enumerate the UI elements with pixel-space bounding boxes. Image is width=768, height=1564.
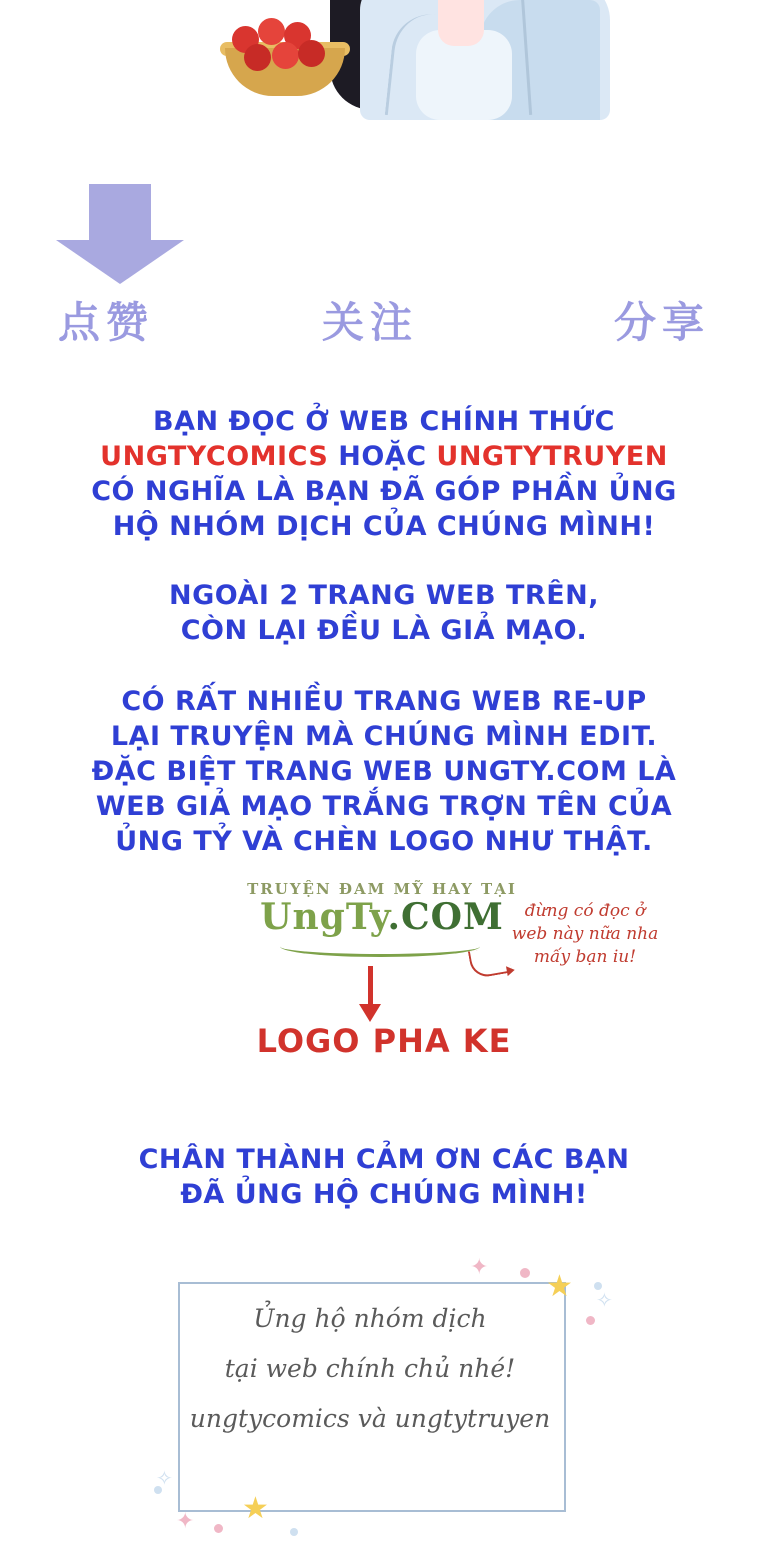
fruit-icon — [244, 44, 271, 71]
notice-line: ỦNG TỶ VÀ CHÈN LOGO NHƯ THẬT. — [115, 826, 653, 857]
fake-logo-tagline: TRUYỆN ĐAM MỸ HAY TẠI — [247, 880, 517, 898]
note-line: mấy bạn iu! — [533, 947, 637, 967]
notice-block-fake-warning — [0, 578, 768, 648]
notice-line: WEB GIẢ MẠO TRẮNG TRỢN TÊN CỦA — [95, 791, 673, 822]
follow-label[interactable]: 关注 — [322, 298, 419, 347]
star-icon: ★ — [546, 1270, 573, 1303]
hand — [438, 0, 484, 46]
handwritten-warning-note — [500, 900, 670, 969]
fake-logo-name-part1: UngTy — [260, 896, 388, 938]
star-icon: ✦ — [470, 1254, 489, 1279]
conjunction: HOẶC — [328, 441, 437, 472]
notice-line-with-sites — [0, 439, 768, 474]
fake-logo-name-part2: .COM — [387, 896, 504, 938]
support-line-2: tại web chính chủ nhé! — [224, 1354, 516, 1383]
arrow-shaft — [89, 184, 151, 242]
notice-block-thanks — [0, 1142, 768, 1212]
decor-dot — [586, 1316, 595, 1325]
fruit-icon — [258, 18, 285, 45]
fruit-icon — [298, 40, 325, 67]
notice-line: HỘ NHÓM DỊCH CỦA CHÚNG MÌNH! — [112, 511, 656, 542]
call-to-action-row — [0, 290, 768, 356]
notice-line: CÓ NGHĨA LÀ BẠN ĐÃ GÓP PHẦN ỦNG — [91, 476, 677, 507]
notice-line: CÓ RẤT NHIỀU TRANG WEB RE-UP — [121, 686, 647, 717]
note-line: web này nữa nha — [511, 924, 659, 944]
notice-line: NGOÀI 2 TRANG WEB TRÊN, — [169, 580, 599, 611]
notice-line: ĐẶC BIỆT TRANG WEB UNGTY.COM LÀ — [91, 756, 677, 787]
notice-line: BẠN ĐỌC Ở WEB CHÍNH THỨC — [153, 406, 615, 437]
fake-logo-underline — [280, 936, 480, 957]
curved-arrow-icon — [468, 945, 512, 980]
like-label[interactable]: 点赞 — [58, 298, 155, 347]
notice-block-reup-warning — [0, 684, 768, 859]
support-card-text — [178, 1294, 562, 1444]
fruit-icon — [272, 42, 299, 69]
down-arrow-icon — [56, 184, 186, 284]
notice-line: CHÂN THÀNH CẢM ƠN CÁC BẠN — [138, 1144, 630, 1175]
sparkle-icon: ✧ — [156, 1468, 173, 1490]
site-name-primary: UNGTYCOMICS — [100, 441, 329, 472]
support-line-1: Ủng hộ nhóm dịch — [253, 1304, 487, 1333]
character-illustration — [330, 0, 630, 152]
notice-line: ĐÃ ỦNG HỘ CHÚNG MÌNH! — [180, 1179, 588, 1210]
share-label[interactable]: 分享 — [614, 298, 711, 347]
notice-line: LẠI TRUYỆN MÀ CHÚNG MÌNH EDIT. — [110, 721, 658, 752]
note-line: đừng có đọc ở — [524, 901, 646, 921]
star-icon: ✦ — [176, 1508, 195, 1533]
sparkle-icon: ✧ — [596, 1290, 613, 1312]
support-line-3: ungtycomics và ungtytruyen — [189, 1404, 551, 1433]
decor-dot — [520, 1268, 530, 1278]
notice-block-official-site — [0, 404, 768, 544]
red-down-arrow-icon — [366, 966, 374, 1022]
arrow-head — [359, 1004, 381, 1022]
fake-logo-callout: LOGO PHA KE — [256, 1022, 512, 1060]
arrow-head — [56, 240, 184, 284]
fake-logo-name — [232, 896, 532, 938]
decor-dot — [290, 1528, 298, 1536]
top-artwork — [0, 0, 768, 152]
site-name-secondary: UNGTYTRUYEN — [436, 441, 668, 472]
notice-line: CÒN LẠI ĐỀU LÀ GIẢ MẠO. — [180, 615, 588, 646]
decor-dot — [214, 1524, 223, 1533]
arrow-shaft — [368, 966, 373, 1008]
star-icon: ★ — [242, 1492, 269, 1525]
